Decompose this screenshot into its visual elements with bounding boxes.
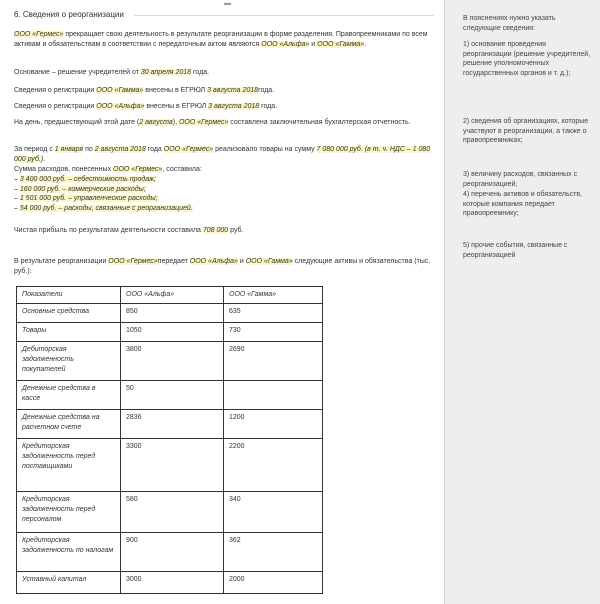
table-row xyxy=(17,342,323,381)
table-row xyxy=(17,323,323,342)
text-run: года. xyxy=(191,69,210,76)
table-cell: Кредиторская задолженность перед поставщиками xyxy=(17,439,121,492)
highlighted-text: 3 августа 2018 xyxy=(208,103,260,110)
paragraph-net-profit xyxy=(14,226,434,236)
highlighted-text: 2 августа xyxy=(139,119,173,126)
table-cell: 2200 xyxy=(224,439,323,492)
table-cell xyxy=(224,381,323,410)
table-cell: 2690 xyxy=(224,342,323,381)
highlighted-text: 2 августа 2018 xyxy=(94,146,146,153)
table-row xyxy=(17,381,323,410)
table-cell: Кредиторская задолженность по налогам xyxy=(17,533,121,572)
table-cell: 3000 xyxy=(121,572,224,594)
list-item xyxy=(14,175,434,185)
text-run: по xyxy=(83,146,95,153)
list-item xyxy=(14,185,434,195)
column-header: ООО «Альфа» xyxy=(121,287,224,304)
table-cell: 340 xyxy=(224,492,323,533)
highlighted-text: ООО «Гамма» xyxy=(96,87,144,94)
sidebar-item: 3) величину расходов, связанных с реорганизацией; xyxy=(463,171,578,188)
table-cell: 50 xyxy=(121,381,224,410)
paragraph-basis xyxy=(14,68,434,78)
highlighted-text: ООО «Гермес» xyxy=(113,166,163,173)
text-run: . xyxy=(364,40,367,48)
paragraph-alpha-registration xyxy=(14,102,434,112)
text-run: Основание – решение учредителей от xyxy=(14,69,141,76)
table-row xyxy=(17,572,323,594)
table-cell: 730 xyxy=(224,323,323,342)
table-cell: Товары xyxy=(17,323,121,342)
table-row xyxy=(17,304,323,323)
text-run: реализовало товары на сумму xyxy=(213,146,317,153)
paragraph-gamma-registration xyxy=(14,86,434,96)
text-run: На день, предшествующий этой дате ( xyxy=(14,119,140,126)
scroll-marker-icon: ▬ xyxy=(224,0,231,7)
column-header: ООО «Гамма» xyxy=(224,287,323,304)
section-title: 6. Сведения о реорганизации xyxy=(14,10,124,19)
text-run: В результате реорганизации xyxy=(14,258,109,265)
text-run: ), xyxy=(172,119,179,126)
highlighted-text: 1 января xyxy=(54,146,84,153)
text-run: внесены в ЕГРЮЛ xyxy=(143,87,208,94)
table-row xyxy=(17,533,323,572)
text-run: , составила: xyxy=(162,166,202,173)
text-run: – xyxy=(14,185,20,193)
text-run: – xyxy=(14,195,20,203)
text-run: составлена заключительная бухгалтерская отчетность. xyxy=(228,119,411,126)
table-cell: 1200 xyxy=(224,410,323,439)
text-run: Сумма расходов, понесенных xyxy=(14,166,114,173)
highlighted-text: ООО «Гермес» xyxy=(178,119,229,126)
highlighted-text: 3 400 000 руб. – себестоимость продаж; xyxy=(19,176,156,183)
paragraph-expenses-intro xyxy=(14,165,434,175)
highlighted-text: 708 000 xyxy=(202,227,229,234)
sidebar-item: 1) основание проведения реорганизации (решение учредителей, решение уполномоченных государственных органов и т. д.); xyxy=(463,41,591,77)
paragraph-transfer xyxy=(14,257,434,276)
highlighted-text: 3 августа 2018 xyxy=(207,87,259,94)
text-run: года. xyxy=(259,103,278,110)
list-item xyxy=(14,194,434,204)
section-header xyxy=(14,0,434,22)
highlighted-text: ООО «Гермес» xyxy=(108,258,158,265)
text-run: следующие активы и обязательства (тыс. руб.): xyxy=(14,258,431,275)
table-cell: 635 xyxy=(224,304,323,323)
text-run: руб. xyxy=(228,227,244,234)
section-divider xyxy=(134,15,434,16)
text-run: передает xyxy=(157,258,190,265)
table-cell: Основные средства xyxy=(17,304,121,323)
table-row xyxy=(17,410,323,439)
table-cell: Кредиторская задолженность перед персоналом xyxy=(17,492,121,533)
table-cell: 900 xyxy=(121,533,224,572)
paragraph-sales xyxy=(14,145,434,164)
highlighted-text: ООО «Гермес» xyxy=(163,146,214,153)
table-cell: 1050 xyxy=(121,323,224,342)
text-run: года. xyxy=(258,87,275,94)
highlighted-text: ООО «Альфа» xyxy=(261,40,310,48)
list-item xyxy=(14,204,434,214)
text-run: прекращает свою деятельность в результате реорганизации в форме разделения. Правопреемниками по всем активам и обязательствам в соответствии с передаточным актом являются xyxy=(14,31,428,48)
sidebar-intro: В пояснениях нужно указать следующие сведения: xyxy=(463,15,556,32)
table-cell: 2836 xyxy=(121,410,224,439)
text-run: Сведения о регистрации xyxy=(14,103,97,110)
sidebar-item: 2) сведения об организациях, которые участвуют в реорганизации, а также о правопреемниках; xyxy=(463,118,589,145)
text-run: внесены в ЕГРЮЛ xyxy=(144,103,209,110)
table-cell: Дебиторская задолженность покупателей xyxy=(17,342,121,381)
assets-liabilities-table xyxy=(16,286,323,594)
text-run: . xyxy=(43,155,46,163)
highlighted-text: 160 000 руб. – коммерческие расходы; xyxy=(19,185,146,193)
text-run: За период с xyxy=(14,146,55,153)
highlighted-text: 1 501 000 руб. – управленческие расходы; xyxy=(19,195,158,203)
highlighted-text: ООО «Гамма» xyxy=(317,40,365,48)
highlighted-text: ООО «Гамма» xyxy=(245,258,293,265)
text-run: года xyxy=(145,146,164,153)
paragraph-reorganization xyxy=(14,30,434,49)
table-cell: 3800 xyxy=(121,342,224,381)
table-cell: 2000 xyxy=(224,572,323,594)
highlighted-text: 30 апреля 2018 xyxy=(140,69,192,76)
column-header: Показатели xyxy=(17,287,121,304)
highlighted-text: ООО «Гермес» xyxy=(14,31,64,38)
text-run: и xyxy=(237,258,246,265)
sidebar-item: 5) прочие события, связанные с реорганизацией xyxy=(463,242,568,259)
table-cell: 580 xyxy=(121,492,224,533)
highlighted-text: 7 080 000 руб. (в т. ч. НДС – 1 080 000 руб.) xyxy=(14,146,431,163)
table-cell: Денежные средства на расчетном счете xyxy=(17,410,121,439)
text-run: – xyxy=(14,204,20,212)
table-cell: Уставный капитал xyxy=(17,572,121,594)
highlighted-text: 54 000 руб. – расходы, связанные с реорганизацией. xyxy=(19,204,193,212)
expenses-list xyxy=(14,175,434,213)
text-run: Сведения о регистрации xyxy=(14,87,97,94)
text-run: – xyxy=(14,176,20,183)
sidebar-item: 4) перечень активов и обязательств, которые компания передает правопреемнику; xyxy=(463,191,582,218)
table-cell: 362 xyxy=(224,533,323,572)
text-run: и xyxy=(309,40,318,48)
table-cell: 850 xyxy=(121,304,224,323)
highlighted-text: ООО «Альфа» xyxy=(189,258,238,265)
table-row xyxy=(17,492,323,533)
table-header-row xyxy=(17,287,323,304)
table-row xyxy=(17,439,323,492)
text-run: Чистая прибыль по результатам деятельности составила xyxy=(14,227,203,234)
highlighted-text: ООО «Альфа» xyxy=(96,103,145,110)
table-cell: 3300 xyxy=(121,439,224,492)
sidebar-notes xyxy=(445,0,600,604)
table-cell: Денежные средства в кассе xyxy=(17,381,121,410)
paragraph-final-reporting xyxy=(14,118,434,128)
